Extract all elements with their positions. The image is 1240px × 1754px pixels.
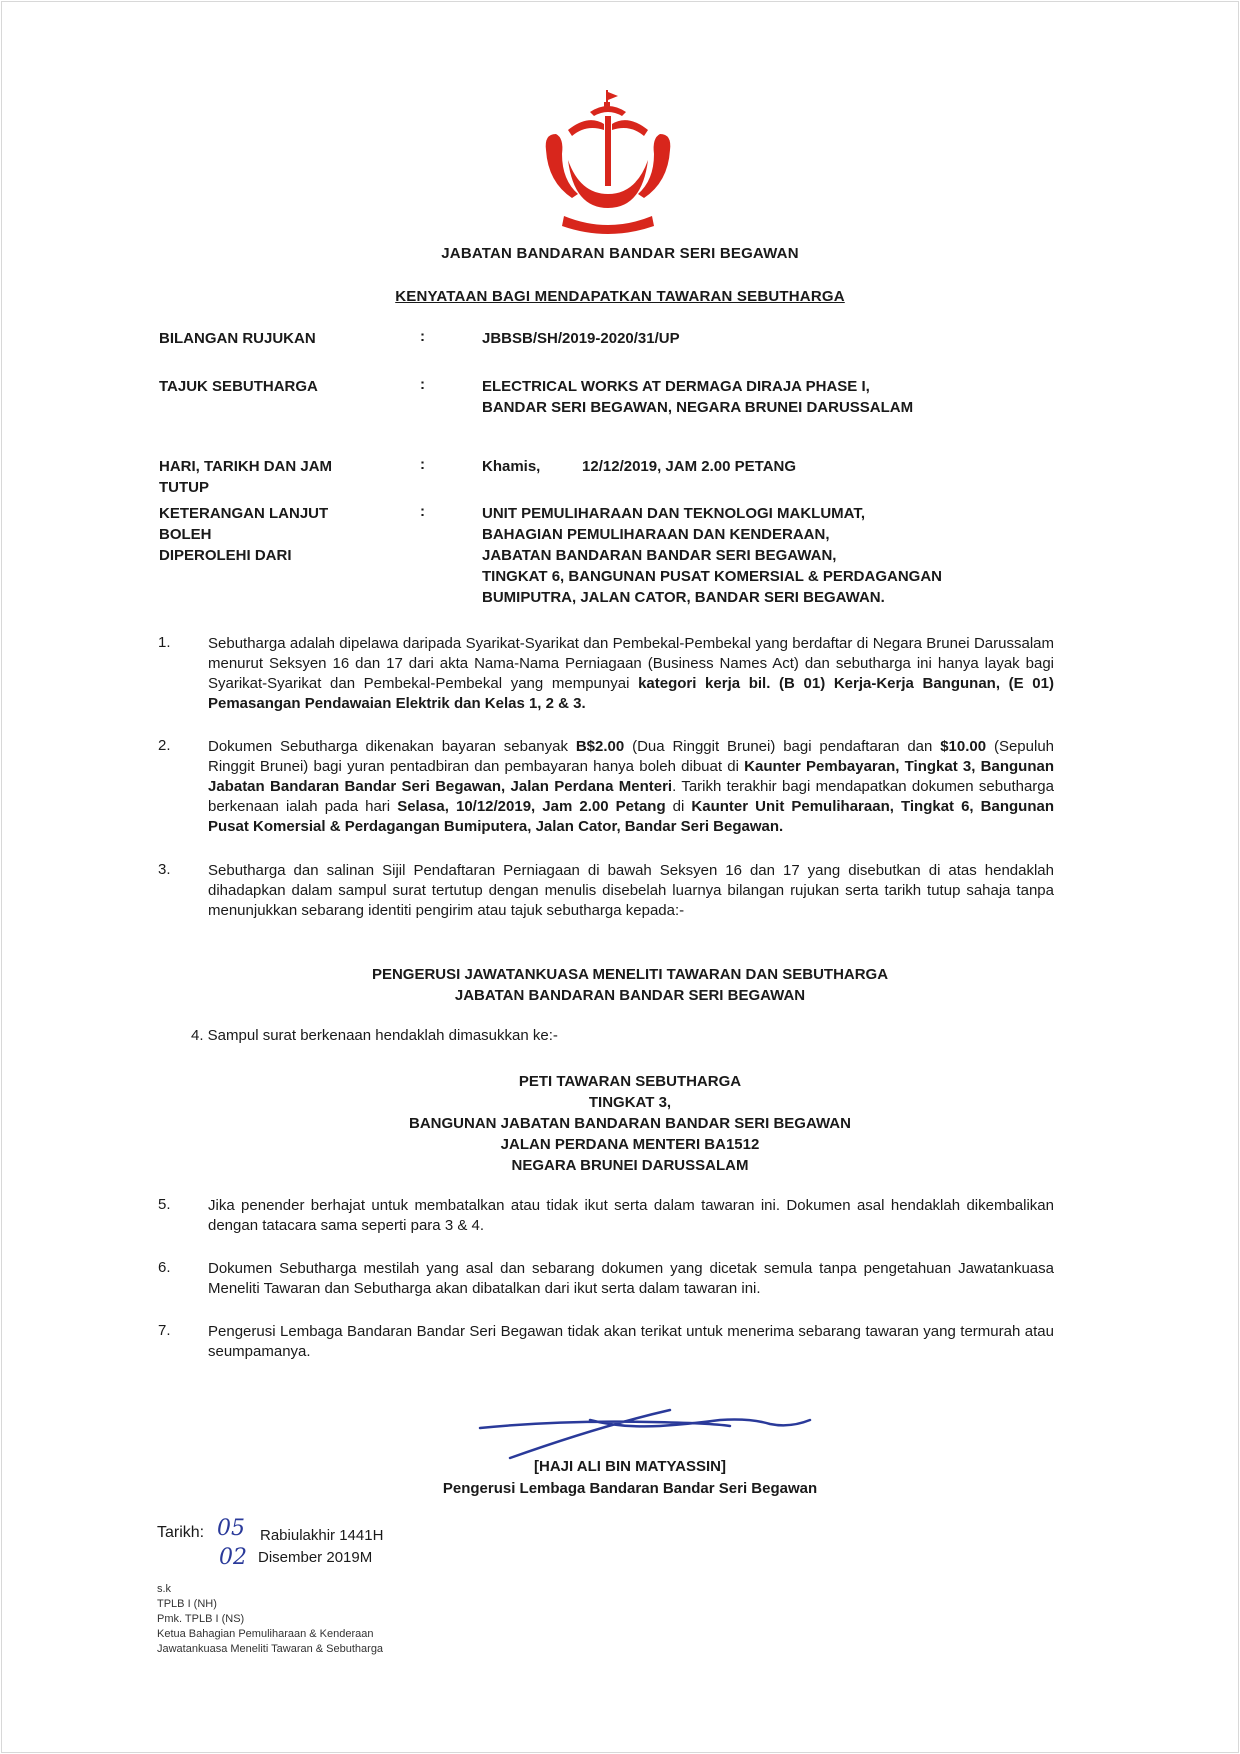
colon: : xyxy=(420,456,425,473)
payment-location: Kaunter Pembayaran, Tingkat 3, Bangunan Jabatan Bandaran Bandar Seri Begawan, Jalan Perdana Menteri xyxy=(208,758,1054,795)
signatory-title: Pengerusi Lembaga Bandaran Bandar Seri Begawan xyxy=(442,1480,818,1497)
signature-scribble xyxy=(470,1390,820,1460)
paragraph-number: 5. xyxy=(158,1196,171,1213)
paragraph-number: 6. xyxy=(158,1259,171,1276)
cc-line: Ketua Bahagian Pemuliharaan & Kenderaan xyxy=(157,1628,374,1640)
cc-line: TPLB I (NH) xyxy=(157,1598,217,1610)
paragraph-number: 7. xyxy=(158,1322,171,1339)
paragraph-5: Jika penender berhajat untuk membatalkan atau tidak ikut serta dalam tawaran ini. Dokumen asal hendaklah dikembalikan dengan tatacara sama seperti para 3 & 4. xyxy=(208,1197,1054,1234)
paragraph-6: Dokumen Sebutharga mestilah yang asal dan sebarang dokumen yang dicetak semula tanpa pengetahuan Jawatankuasa Meneliti Tawaran dan Sebutharga akan dibatalkan dari ikut serta dalam tawaran ini. xyxy=(208,1260,1054,1297)
paragraph-text: Dokumen Sebutharga dikenakan bayaran sebanyak xyxy=(208,738,576,755)
paragraph-text: (Dua Ringgit Brunei) bagi pendaftaran dan xyxy=(624,738,941,755)
deadline-date: Selasa, 10/12/2019, Jam 2.00 Petang xyxy=(397,798,666,815)
field-value-title: ELECTRICAL WORKS AT DERMAGA DIRAJA PHASE I, BANDAR SERI BEGAWAN, NEGARA BRUNEI DARUSSALAM xyxy=(482,378,914,416)
addressee-line: JABATAN BANDARAN BANDAR SERI BEGAWAN xyxy=(454,987,806,1004)
tender-box-line: BANGUNAN JABATAN BANDARAN BANDAR SERI BEGAWAN xyxy=(409,1115,851,1132)
department-heading: JABATAN BANDARAN BANDAR SERI BEGAWAN xyxy=(441,245,799,262)
colon: : xyxy=(420,503,425,520)
tender-box-line: TINGKAT 3, xyxy=(588,1094,672,1111)
field-value-closing: Khamis, 12/12/2019, JAM 2.00 PETANG xyxy=(482,458,797,475)
gregorian-day-handwritten: 02 xyxy=(219,1545,247,1570)
hijri-day-handwritten: 05 xyxy=(217,1516,245,1541)
collection-location: Kaunter Unit Pemuliharaan, Tingkat 6, Bangunan Pusat Komersial & Perdagangan Bumiputera, Jalan Cator, Bandar Seri Begawan. xyxy=(208,798,1054,835)
cc-line: Jawatankuasa Meneliti Tawaran & Sebutharga xyxy=(157,1643,384,1655)
paragraph-4: 4. Sampul surat berkenaan hendaklah dimasukkan ke:- xyxy=(191,1027,558,1044)
paragraph-number: 2. xyxy=(158,737,171,754)
gregorian-month-year: Disember 2019M xyxy=(258,1549,373,1566)
paragraph-number: 3. xyxy=(158,861,171,878)
paragraph-text: Sebutharga adalah dipelawa daripada Syarikat-Syarikat dan Pembekal-Pembekal yang berdaftar di Negara Brunei Darussalam menurut Seksyen 16 dan 17 dari akta Nama-Nama Perniagaan (Business Names Act) dan sebutharga ini hanya layak bagi Syarikat-Syarikat dan Pembekal-Pembekal yang mempunyai xyxy=(208,635,1054,692)
addressee-line: PENGERUSI JAWATANKUASA MENELITI TAWARAN DAN SEBUTHARGA xyxy=(371,966,889,983)
cc-line: s.k xyxy=(157,1583,172,1595)
fee-amount: $10.00 xyxy=(940,738,987,755)
paragraph-3: Sebutharga dan salinan Sijil Pendaftaran Perniagaan di bawah Seksyen 16 dan 17 yang disebutkan di atas hendaklah dihadapkan dalam sampul surat tertutup dengan menulis disebelah luarnya bilangan rujukan serta tarikh tutup sahaja tanpa menunjukkan sebarang identiti pengirim atau tajuk sebutharga kepada:- xyxy=(208,862,1054,919)
paragraph-7: Pengerusi Lembaga Bandaran Bandar Seri Begawan tidak akan terikat untuk menerima sebarang tawaran yang termurah atau seumpamanya. xyxy=(208,1323,1054,1360)
tender-box-line: PETI TAWARAN SEBUTHARGA xyxy=(518,1073,742,1090)
colon: : xyxy=(420,376,425,393)
paragraph-text: (Sepuluh Ringgit Brunei) bagi yuran pentadbiran dan pembayaran hanya boleh dibuat di xyxy=(208,738,1055,775)
paragraph-text: . Tarikh terakhir bagi mendapatkan dokumen sebutharga berkenaan ialah pada hari xyxy=(208,778,1054,815)
fee-amount: B$2.00 xyxy=(575,738,625,755)
field-label-title: TAJUK SEBUTHARGA xyxy=(159,378,318,395)
field-label-reference: BILANGAN RUJUKAN xyxy=(159,330,316,347)
field-label-closing: HARI, TARIKH DAN JAM TUTUP xyxy=(159,458,333,496)
paragraph-2 xyxy=(208,737,1054,837)
brunei-crest-icon xyxy=(538,90,678,240)
paragraph-bold-text: kategori kerja bil. (B 01) Kerja-Kerja Bangunan, (E 01) Pemasangan Pendawaian Elektrik dan Kelas 1, 2 & 3. xyxy=(208,675,1054,712)
date-label: Tarikh: xyxy=(157,1524,205,1541)
paragraph-1 xyxy=(208,634,1054,714)
field-value-reference: JBBSB/SH/2019-2020/31/UP xyxy=(482,330,680,347)
notice-title: KENYATAAN BAGI MENDAPATKAN TAWARAN SEBUTHARGA xyxy=(395,288,845,305)
field-value-info: UNIT PEMULIHARAAN DAN TEKNOLOGI MAKLUMAT, BAHAGIAN PEMULIHARAAN DAN KENDERAAN, JABATAN BANDARAN BANDAR SERI BEGAWAN, TINGKAT 6, BANGUNAN PUSAT KOMERSIAL & PERDAGANGAN BUMIPUTRA, JALAN CATOR, BANDAR SERI BEGAWAN. xyxy=(482,505,943,606)
signatory-name: [HAJI ALI BIN MATYASSIN] xyxy=(534,1458,726,1475)
hijri-month-year: Rabiulakhir 1441H xyxy=(260,1527,384,1544)
tender-box-line: JALAN PERDANA MENTERI BA1512 xyxy=(500,1136,760,1153)
cc-line: Pmk. TPLB I (NS) xyxy=(157,1613,245,1625)
tender-box-line: NEGARA BRUNEI DARUSSALAM xyxy=(511,1157,749,1174)
colon: : xyxy=(420,328,425,345)
field-label-info: KETERANGAN LANJUT BOLEH DIPEROLEHI DARI xyxy=(159,505,329,564)
paragraph-number: 1. xyxy=(158,634,171,651)
paragraph-text: di xyxy=(665,798,692,815)
